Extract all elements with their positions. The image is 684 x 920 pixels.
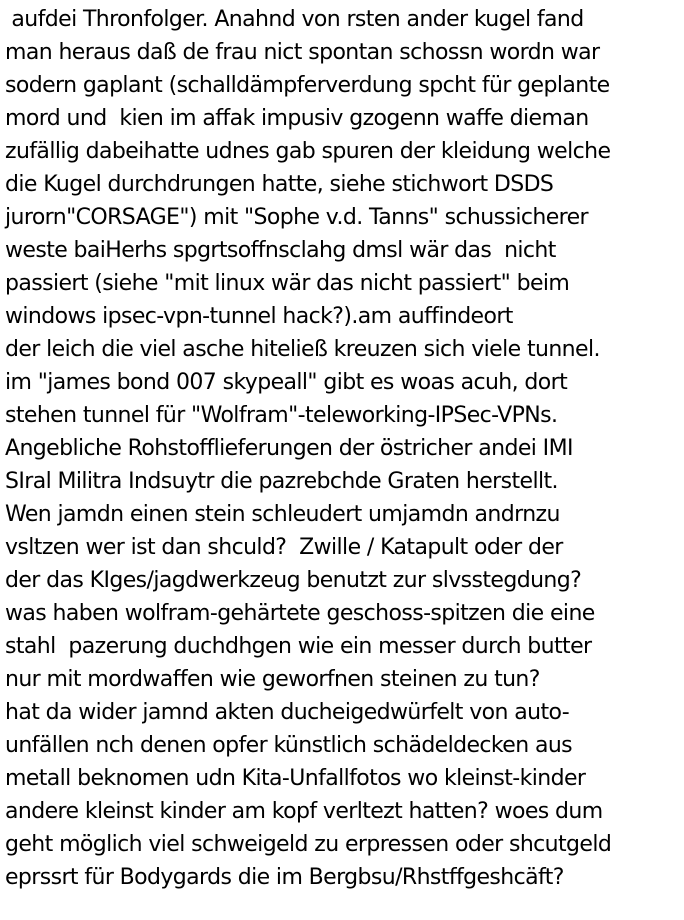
text-line: metall beknomen udn Kita-Unfallfotos wo kleinst-kinder — [5, 766, 586, 791]
text-line: nur mit mordwaffen wie geworfnen steinen zu tun? — [5, 667, 540, 692]
text-line: hat da wider jamnd akten ducheigedwürfelt von auto- — [5, 700, 570, 725]
text-line: windows ipsec-vpn-tunnel hack?).am auffindeort — [5, 304, 513, 329]
text-line: die Kugel durchdrungen hatte, siehe stichwort DSDS — [5, 172, 554, 197]
text-line: zufällig dabeihatte udnes gab spuren der kleidung welche — [5, 139, 611, 164]
text-line: aufdei Thronfolger. Anahnd von rsten ander kugel fand — [5, 7, 584, 32]
text-line: sodern gaplant (schalldämpferverdung spcht für geplante — [5, 73, 610, 98]
text-line: man heraus daß de frau nict spontan schossn wordn war — [5, 40, 600, 65]
text-line: andere kleinst kinder am kopf verltezt hatten? woes dum — [5, 799, 603, 824]
text-line: vsltzen wer ist dan shculd? Zwille / Katapult oder der — [5, 535, 563, 560]
text-line: Angebliche Rohstofflieferungen der östricher andei IMI — [5, 436, 573, 461]
text-line: im "james bond 007 skypeall" gibt es woas acuh, dort — [5, 370, 568, 395]
text-line: mord und kien im affak impusiv gzogenn waffe dieman — [5, 106, 589, 131]
text-line: passiert (siehe "mit linux wär das nicht passiert" beim — [5, 271, 570, 296]
text-line: Wen jamdn einen stein schleudert umjamdn andrnzu — [5, 502, 560, 527]
text-line: stehen tunnel für "Wolfram"-teleworking-IPSec-VPNs. — [5, 403, 558, 428]
text-line: geht möglich viel schweigeld zu erpressen oder shcutgeld — [5, 832, 612, 857]
text-line: weste baiHerhs spgrtsoffnsclahg dmsl wär das nicht — [5, 238, 556, 263]
text-line: SIral Militra Indsuytr die pazrebchde Graten herstellt. — [5, 469, 558, 494]
text-line: unfällen nch denen opfer künstlich schädeldecken aus — [5, 733, 573, 758]
text-line: eprssrt für Bodygards die im Bergbsu/Rhstffgeshcäft? — [5, 865, 564, 890]
text-line: was haben wolfram-gehärtete geschoss-spitzen die eine — [5, 601, 595, 626]
text-line: jurorn"CORSAGE") mit "Sophe v.d. Tanns" schussicherer — [5, 205, 588, 230]
text-block — [5, 3, 681, 894]
text-line: der das KIges/jagdwerkzeug benutzt zur slvsstegdung? — [5, 568, 582, 593]
text-line: der leich die viel asche hiteließ kreuzen sich viele tunnel. — [5, 337, 600, 362]
text-line: stahl pazerung duchdhgen wie ein messer durch butter — [5, 634, 592, 659]
